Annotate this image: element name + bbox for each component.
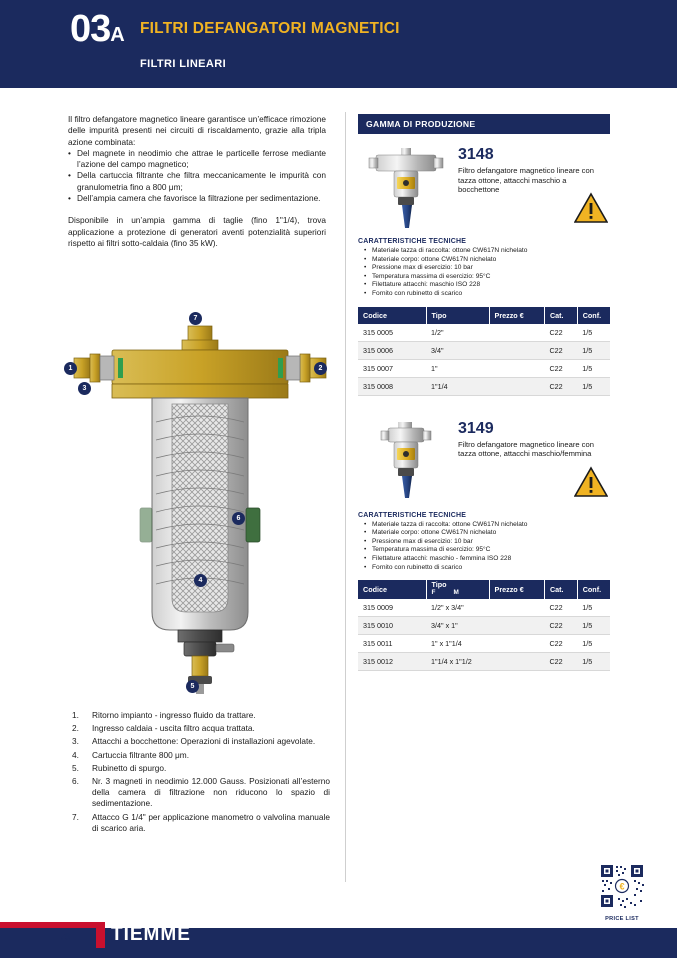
cell-conf: 1/5: [577, 359, 610, 377]
cell-tipo: 1": [426, 359, 489, 377]
table-row: [358, 635, 610, 653]
cell-conf: 1/5: [577, 341, 610, 359]
intro-paragraph-1: Il filtro defangatore magnetico lineare garantisce un’efficace rimozione delle impurità presenti nei circuiti di riscaldamento, grazie alla tripla azione combinata:: [68, 114, 326, 147]
logo-text: TIEMME: [111, 924, 191, 945]
list-item: Ritorno impianto - ingresso fluido da trattare.: [92, 710, 256, 720]
list-item: • Materiale corpo: ottone CW617N nichelato: [358, 256, 610, 265]
cell-cat: C22: [544, 341, 577, 359]
column-header-prezzo: Prezzo €: [489, 580, 544, 599]
list-item: Attacco G 1/4" per applicazione manometro o valvolina manuale di scarico aria.: [92, 811, 330, 833]
column-header-tipo: Tipo: [426, 307, 489, 324]
callout-label: 7: [193, 315, 198, 322]
cell-conf: 1/5: [577, 324, 610, 342]
column-subheader-m: M: [453, 589, 459, 597]
callout-label: 5: [190, 683, 195, 690]
product-code-3149: 3149: [458, 419, 494, 437]
callout-label: 6: [236, 515, 241, 522]
callout-4: [194, 574, 207, 587]
table-row: [358, 359, 610, 377]
table-row: [358, 341, 610, 359]
list-item: Nr. 3 magneti in neodimio 12.000 Gauss. Posizionati all’esterno della camera di filtrazione non riducono lo spazio di sedimentazione.: [92, 776, 330, 809]
product-table-3148: [358, 307, 610, 396]
right-column: [358, 114, 610, 671]
cell-conf: 1/5: [577, 653, 610, 671]
callout-6: [232, 512, 245, 525]
list-item: • Della cartuccia filtrante che filtra meccanicamente le impurità con granulometria fino a 800 μm;: [68, 170, 326, 193]
product-code-3148: 3148: [458, 146, 494, 163]
spec-title-3149: CARATTERISTICHE TECNICHE: [358, 511, 467, 519]
drawing-legend: [68, 710, 330, 836]
column-header-codice: Codice: [358, 307, 426, 324]
page-header: [0, 0, 677, 88]
callout-7: [189, 312, 202, 325]
qr-caption: PRICE LIST: [605, 916, 639, 922]
column-header-prezzo: Prezzo €: [489, 307, 544, 324]
column-header-conf: Conf.: [577, 580, 610, 599]
chapter-number-value: 03: [70, 8, 111, 50]
column-header-cat: Cat.: [544, 580, 577, 599]
cell-prezzo: [489, 359, 544, 377]
cell-codice: 315 0008: [358, 377, 426, 395]
column-divider: [345, 112, 346, 882]
callout-label: 3: [82, 385, 87, 392]
cell-codice: 315 0010: [358, 617, 426, 635]
list-item: • Pressione max di esercizio: 10 bar: [358, 264, 610, 273]
cell-tipo: 3/4" x 1": [426, 617, 489, 635]
list-item: • Filettature attacchi: maschio - femmina ISO 228: [358, 555, 610, 564]
cell-prezzo: [489, 324, 544, 342]
cell-codice: 315 0006: [358, 341, 426, 359]
left-column: [68, 114, 326, 249]
list-item: • Filettature attacchi: maschio ISO 228: [358, 281, 610, 290]
cell-cat: C22: [544, 653, 577, 671]
callout-label: 4: [198, 577, 203, 584]
column-subheader-f: F: [431, 589, 436, 597]
product-photo-3149: [368, 420, 444, 506]
column-header-tipo: [426, 580, 489, 599]
cell-cat: C22: [544, 617, 577, 635]
column-header-conf: Conf.: [577, 307, 610, 324]
qr-code-icon[interactable]: [599, 863, 645, 909]
chapter-letter: A: [110, 24, 124, 46]
product-block-3148: [358, 146, 610, 396]
spec-title-3148: CARATTERISTICHE TECNICHE: [358, 238, 467, 245]
cell-cat: C22: [544, 377, 577, 395]
cell-tipo: 1"1/4: [426, 377, 489, 395]
cell-codice: 315 0009: [358, 599, 426, 617]
spec-list-3148: [358, 247, 610, 299]
product-technical-drawing: [60, 312, 340, 702]
table-row: [358, 599, 610, 617]
list-item: Cartuccia filtrante 800 μm.: [92, 749, 190, 760]
cell-cat: C22: [544, 599, 577, 617]
callout-label: 1: [68, 365, 73, 372]
cell-prezzo: [489, 341, 544, 359]
table-row: [358, 653, 610, 671]
table-row: [358, 377, 610, 395]
cell-tipo: 1/2": [426, 324, 489, 342]
logo-mark: [96, 922, 105, 948]
table-header-row: [358, 580, 610, 599]
page-subtitle: FILTRI LINEARI: [140, 58, 227, 70]
product-description-3149: Filtro defangatore magnetico lineare con tazza ottone, attacchi maschio/femmina: [458, 439, 594, 459]
intro-text: [68, 114, 326, 148]
list-item: • Materiale tazza di raccolta: ottone CW617N nichelato: [358, 521, 610, 530]
list-item: • Temperatura massima di esercizio: 95°C: [358, 546, 610, 555]
callout-label: 2: [318, 365, 323, 372]
feature-bullet-list: [68, 148, 326, 204]
table-header-row: [358, 307, 610, 324]
cell-tipo: 1"1/4 x 1"1/2: [426, 653, 489, 671]
product-table-3149: [358, 580, 610, 671]
column-header-codice: Codice: [358, 580, 426, 599]
price-list-qr-block[interactable]: [591, 863, 653, 922]
list-item: Attacchi a bocchettone: Operazioni di installazioni agevolate.: [92, 736, 316, 747]
cell-conf: 1/5: [577, 599, 610, 617]
cell-codice: 315 0012: [358, 653, 426, 671]
chapter-number: [70, 8, 124, 51]
warning-icon: [574, 192, 608, 224]
list-item: • Del magnete in neodimio che attrae le particelle ferrose mediante l’azione del campo magnetico;: [68, 148, 326, 171]
page-title: FILTRI DEFANGATORI MAGNETICI: [140, 20, 400, 37]
product-block-3149: [358, 420, 610, 672]
list-item: • Fornito con rubinetto di scarico: [358, 564, 610, 573]
cell-prezzo: [489, 377, 544, 395]
cell-tipo: 1" x 1"1/4: [426, 635, 489, 653]
brand-logo: [96, 922, 191, 948]
product-photo-3148: [368, 146, 444, 232]
cell-prezzo: [489, 635, 544, 653]
list-item: • Dell’ampia camera che favorisce la filtrazione per sedimentazione.: [68, 193, 326, 204]
cell-codice: 315 0007: [358, 359, 426, 377]
cell-prezzo: [489, 599, 544, 617]
callout-5: [186, 680, 199, 693]
filter-cutaway-diagram: [60, 312, 340, 702]
column-header-tipo-label: Tipo: [431, 580, 447, 590]
list-item: • Fornito con rubinetto di scarico: [358, 290, 610, 299]
callout-3: [78, 382, 91, 395]
column-header-cat: Cat.: [544, 307, 577, 324]
cell-codice: 315 0011: [358, 635, 426, 653]
list-item: • Temperatura massima di esercizio: 95°C: [358, 273, 610, 282]
callout-1: [64, 362, 77, 375]
table-row: [358, 617, 610, 635]
cell-codice: 315 0005: [358, 324, 426, 342]
callout-2: [314, 362, 327, 375]
cell-tipo: 1/2" x 3/4": [426, 599, 489, 617]
list-item: • Materiale corpo: ottone CW617N nichelato: [358, 529, 610, 538]
qr-center-symbol: €: [619, 881, 625, 892]
spec-list-3149: [358, 521, 610, 573]
intro-paragraph-2: Disponibile in un’ampia gamma di taglie (fino 1"1/4), trova applicazione a protezione di generatori aventi potenzialità superiori rispetto ai filtri sotto-caldaia (fino 35 kW).: [68, 215, 326, 248]
list-item: Rubinetto di spurgo.: [92, 762, 167, 773]
table-row: [358, 324, 610, 342]
list-item: • Pressione max di esercizio: 10 bar: [358, 538, 610, 547]
cell-prezzo: [489, 653, 544, 671]
cell-cat: C22: [544, 324, 577, 342]
cell-conf: 1/5: [577, 635, 610, 653]
section-header-production-range: GAMMA DI PRODUZIONE: [358, 114, 610, 134]
page-number: 76: [60, 932, 71, 942]
cell-conf: 1/5: [577, 617, 610, 635]
cell-cat: C22: [544, 635, 577, 653]
cell-cat: C22: [544, 359, 577, 377]
cell-tipo: 3/4": [426, 341, 489, 359]
warning-icon: [574, 466, 608, 498]
list-item: • Materiale tazza di raccolta: ottone CW617N nichelato: [358, 247, 610, 256]
cell-prezzo: [489, 617, 544, 635]
cell-conf: 1/5: [577, 377, 610, 395]
list-item: Ingresso caldaia - uscita filtro acqua trattata.: [92, 723, 255, 734]
product-description-3148: Filtro defangatore magnetico lineare con tazza ottone, attacchi maschio a bocchettone: [458, 166, 594, 195]
